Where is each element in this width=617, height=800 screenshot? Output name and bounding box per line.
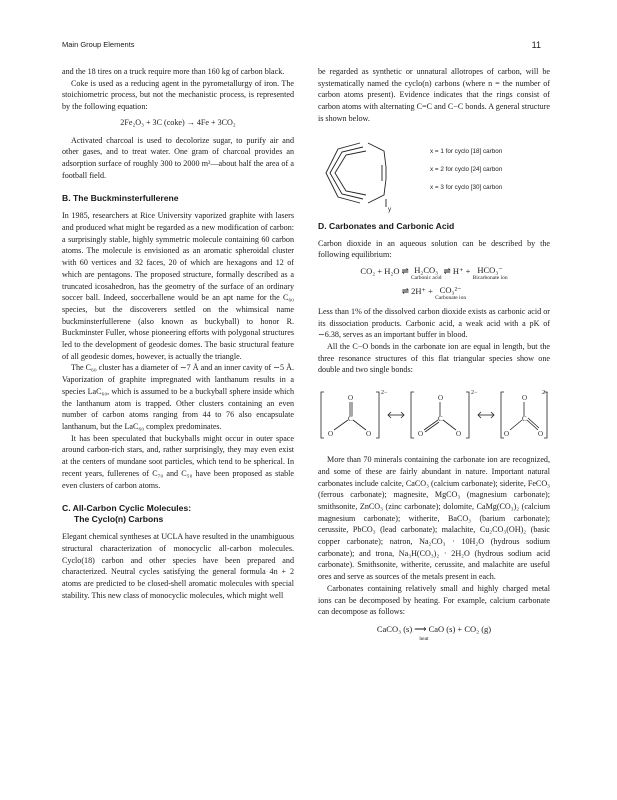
- equation-part: CO₂ + H₂O ⇌: [360, 265, 411, 276]
- svg-text:O: O: [418, 430, 424, 439]
- paragraph: Carbon dioxide in an aqueous solution can be described by the following equilibrium:: [318, 238, 550, 260]
- calcium-carbonate-decomposition: [318, 624, 550, 642]
- equation-text: CaCO₃ (s) ⟶ CaO (s) + CO₂ (g): [376, 623, 492, 634]
- carbonic-equilibrium-line1: [318, 266, 550, 281]
- left-column: [62, 66, 294, 601]
- svg-text:O: O: [504, 430, 510, 439]
- paragraph: All the C−O bonds in the carbonate ion are equal in length, but the three resonance structures of this flat triangular species show one double and two single bonds:: [318, 342, 550, 375]
- svg-text:C: C: [522, 415, 527, 424]
- paragraph: and the 18 tires on a truck require more than 160 kg of carbon black.: [62, 67, 285, 76]
- iron-reduction-equation: 2Fe₂O₃ + 3C (coke) → 4Fe + 3CO₂: [120, 117, 236, 127]
- paragraph: be regarded as synthetic or unnatural allotropes of carbon, will be systematically named the cyclo(n) carbons (where n = the number of carbon atoms present). Evidence indicates that the rings consist of carbon atoms with alternating C=C and C−C bonds. A general structure is shown below.: [318, 67, 550, 123]
- paragraph: The C₆₀ cluster has a diameter of ∼7 Å and an inner cavity of ∼5 Å. Vaporization of graphite impregnated with lanthanum results in a species LaC₆₀, which is assumed to be a buckyball sphere inside which the lanthanum atom is trapped. Other clusters containing an even number of carbon atoms ranging from 44 to 76 also encapsulate lanthanum, but the LaC₆₀ complex predominates.: [62, 363, 294, 431]
- carbonate-resonance-figure: [318, 386, 550, 444]
- paragraph: Coke is used as a reducing agent in the pyrometallurgy of iron. The stoichiometric process, but not the mechanistic process, is represented by the following equation:: [62, 78, 294, 112]
- svg-text:C: C: [348, 415, 353, 424]
- section-heading-c: C. All-Carbon Cyclic Molecules:: [62, 503, 192, 514]
- bicarbonate-ion: HCO₃⁻ Bicarbonate ion: [472, 264, 508, 281]
- figure-label-cyclo30: x = 3 for cyclo [30] carbon: [430, 183, 503, 191]
- svg-text:O: O: [538, 430, 544, 439]
- carbonate-ion: CO₃²⁻ Carbonate ion: [435, 284, 467, 301]
- section-heading-c-sub: The Cyclo(n) Carbons: [74, 514, 164, 525]
- right-column: [318, 66, 550, 647]
- equation-part: ⇌ 2H⁺ +: [401, 285, 436, 296]
- svg-text:O: O: [456, 430, 462, 439]
- paragraph: Elegant chemical syntheses at UCLA have resulted in the unambiguous structural characterization of monocyclic all-carbon molecules. Cyclo(18) carbon and other species have been prepared and characterized. Neutral cycles satisfying the general formula 4n + 2 atoms are predicted to be closed-shell aromatic molecules with special stability. This new class of monocyclic molecules, which might well: [62, 532, 294, 600]
- paragraph: In 1985, researchers at Rice University vaporized graphite with lasers and produced what might be regarded as a new modification of carbon: a surprisingly stable, highly symmetric molecule containing 60 carbon atoms. The molecule is envisioned as an aromatic spheroidal cluster with 60 vertices and 32 faces, 20 of which are hexagons and 12 of which are pentagons. The proposed structure, formally described as a truncated icosahedron, has the geometry of the surface of an ordinary soccer ball. Indeed, soccerballene would be an apt name for the C₆₀ species, but the discoverers settled on the whimsical name buckminsterfullerene (also known as buckyball) to honor R. Buckminster Fuller, whose pioneering efforts with polygonal structures led to the development of geodesic domes. The basic structural feature of all geodesic domes, however, is actually the triangle.: [62, 211, 294, 361]
- carbonate-resonance-structures: [318, 386, 550, 444]
- section-heading-d: D. Carbonates and Carbonic Acid: [318, 220, 455, 231]
- svg-text:O: O: [348, 394, 354, 403]
- page-number: 11: [531, 40, 541, 50]
- svg-text:O: O: [522, 394, 528, 403]
- figure-label-cyclo18: x = 1 for cyclo [18] carbon: [430, 147, 503, 155]
- cyclo-carbon-figure: [318, 137, 550, 213]
- paragraph: Activated charcoal is used to decolorize sugar, to purify air and other gases, and to treat water. One gram of charcoal provides an adsorption surface of roughly 300 to 2000 m²—about half the area of a football field.: [62, 135, 294, 180]
- paragraph: Carbonates containing relatively small and highly charged metal ions can be decomposed by heating. For example, calcium carbonate can decompose as follows:: [318, 583, 550, 617]
- section-heading-b: B. The Buckminsterfullerene: [62, 193, 179, 204]
- running-header: Main Group Elements: [62, 40, 135, 49]
- paragraph: It has been speculated that buckyballs might occur in outer space around carbon-rich stars, and, rather surprisingly, they may even exist at the centers of mundane soot particles, which tend to be spherical. In recent years, fullerenes of C₇₀ and C₅₀ have been proposed as stable even clusters of carbon atoms.: [62, 433, 294, 490]
- svg-text:O: O: [366, 430, 372, 439]
- paragraph: More than 70 minerals containing the carbonate ion are recognized, and some of these are fairly abundant in nature. Important natural carbonates include calcite, CaCO₃ (calcium carbonate); siderite, FeCO₃ (ferrous carbonate); magnesite, MgCO₃ (magnesium carbonate); smithsonite, ZnCO₃ (zinc carbonate); dolomite, CaMg(CO₃)₂ (calcium magnesium carbonate); witherite, BaCO₃ (barium carbonate); cerussite, PbCO₃ (lead carbonate); malachite, Cu₂CO₃(OH)₂ (basic copper carbonate); natron, Na₂CO₃ · 10H₂O (hydrous sodium carbonate); and trona, Na₃H(CO₃)₂ · 2H₂O (hydrous sodium acid carbonate). Smithsonite, witherite, cerussite, and malachite are useful ores and serve as sources of the metals present in each.: [318, 455, 550, 582]
- resonance-charge-3: 2−: [542, 390, 549, 397]
- resonance-charge-2: 2−: [471, 390, 478, 397]
- carbonic-acid: H₂CO₃ Carbonic acid: [410, 264, 442, 281]
- figure-label-cyclo24: x = 2 for cyclo [24] carbon: [430, 165, 503, 173]
- carbonic-equilibrium-line2: [318, 286, 550, 301]
- svg-text:O: O: [328, 430, 334, 439]
- svg-text:O: O: [438, 394, 444, 403]
- equation-heat-label: heat: [419, 635, 429, 642]
- figure-axis-label: y: [388, 205, 392, 213]
- cyclo-carbon-structure: [318, 137, 550, 213]
- resonance-charge-1: 2−: [381, 390, 388, 397]
- equation-part: ⇌ H⁺ +: [443, 265, 473, 276]
- svg-text:C: C: [438, 415, 443, 424]
- paragraph: Less than 1% of the dissolved carbon dioxide exists as carbonic acid or its dissociation products. Carbonic acid, a weak acid with a pK of ∼6.38, serves as an important buffer in blood.: [318, 306, 550, 340]
